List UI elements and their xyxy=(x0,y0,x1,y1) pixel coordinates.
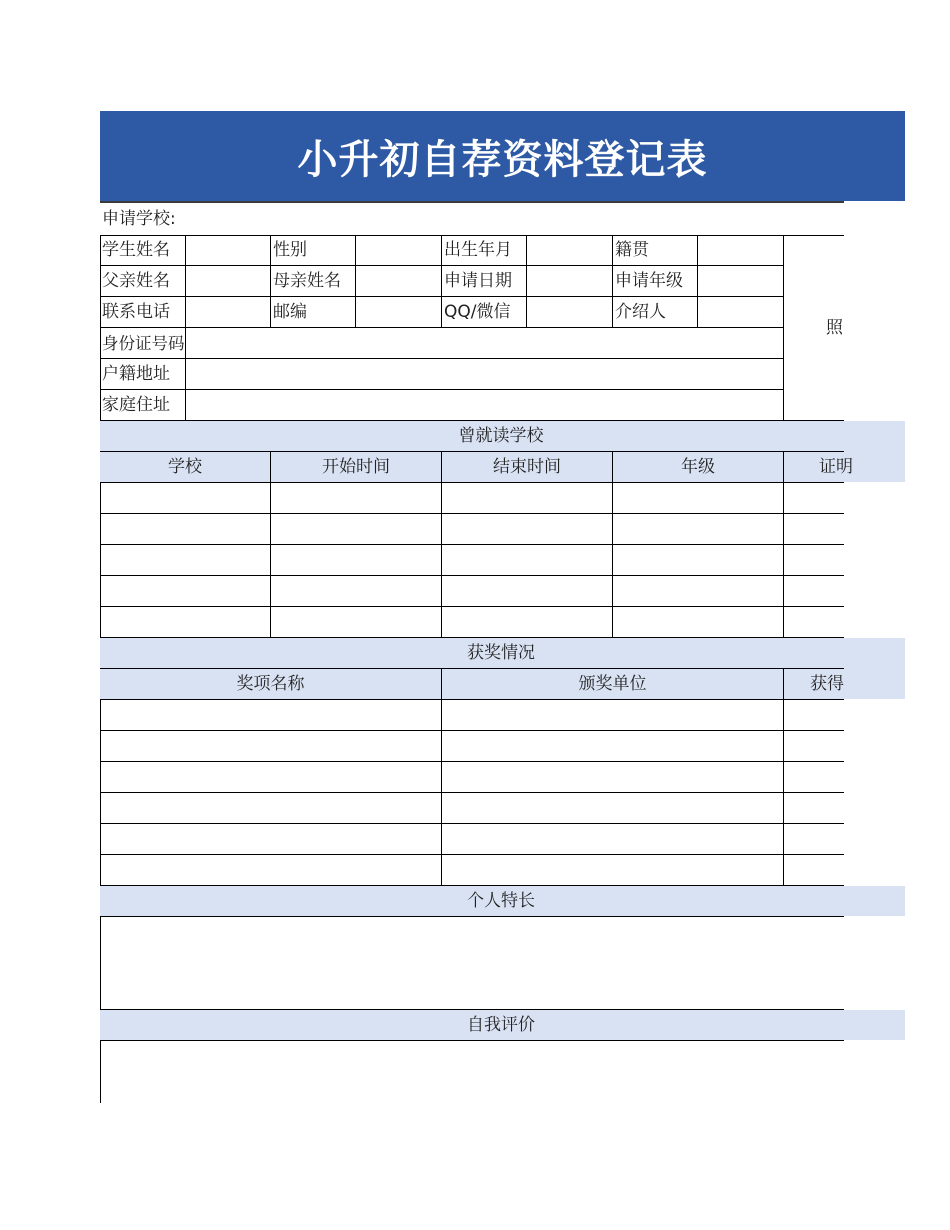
grid-line xyxy=(783,451,784,637)
grid-line xyxy=(441,668,442,886)
mother-name-label: 母亲姓名 xyxy=(273,271,341,291)
grid-line xyxy=(100,730,844,731)
student-name-field[interactable] xyxy=(186,236,270,265)
native-place-field[interactable] xyxy=(698,236,783,265)
grid-line xyxy=(100,792,844,793)
grid-line xyxy=(100,575,844,576)
grid-line xyxy=(100,389,783,390)
apply-school-label: 申请学校: xyxy=(102,209,176,229)
self-eval-section-title: 自我评价 xyxy=(467,1015,535,1035)
qq-wechat-field[interactable] xyxy=(527,298,612,327)
id-number-field[interactable] xyxy=(186,329,783,358)
grid-line xyxy=(783,668,784,886)
grid-line xyxy=(441,451,442,637)
title-underline xyxy=(100,201,844,203)
photo-label: 照 xyxy=(826,318,843,338)
birth-date-label: 出生年月 xyxy=(444,240,512,260)
grid-line xyxy=(270,451,271,637)
home-address-label: 家庭住址 xyxy=(102,395,170,415)
specialty-section-title: 个人特长 xyxy=(467,891,535,911)
grid-line xyxy=(100,358,783,359)
apply-grade-label: 申请年级 xyxy=(615,271,683,291)
phone-label: 联系电话 xyxy=(102,302,170,322)
awards-section-title: 获奖情况 xyxy=(467,643,535,663)
gender-label: 性别 xyxy=(273,240,307,260)
household-address-label: 户籍地址 xyxy=(102,364,170,384)
grade-column-header: 年级 xyxy=(681,457,715,477)
postcode-field[interactable] xyxy=(356,298,441,327)
band-edge xyxy=(844,699,905,700)
self-eval-field[interactable] xyxy=(101,1041,844,1103)
native-place-label: 籍贯 xyxy=(615,240,649,260)
award-name-column-header: 奖项名称 xyxy=(236,674,305,694)
postcode-label: 邮编 xyxy=(273,302,307,322)
qq-wechat-label: QQ/微信 xyxy=(444,302,511,322)
grid-line xyxy=(100,761,844,762)
specialty-field[interactable] xyxy=(101,917,844,1009)
school-column-header: 学校 xyxy=(168,457,202,477)
apply-date-label: 申请日期 xyxy=(444,271,512,291)
phone-field[interactable] xyxy=(186,298,270,327)
home-address-field[interactable] xyxy=(186,391,783,420)
referrer-label: 介绍人 xyxy=(615,302,666,322)
grid-line xyxy=(100,544,844,545)
grid-line xyxy=(612,451,613,637)
id-number-label: 身份证号码 xyxy=(102,334,185,353)
referrer-field[interactable] xyxy=(698,298,783,327)
birth-date-field[interactable] xyxy=(527,236,612,265)
apply-date-field[interactable] xyxy=(527,267,612,296)
mother-name-field[interactable] xyxy=(356,267,441,296)
grid-line xyxy=(100,823,844,824)
grid-line xyxy=(100,699,844,700)
band-edge xyxy=(844,482,905,483)
grid-line xyxy=(100,606,844,607)
father-name-label: 父亲姓名 xyxy=(102,271,170,291)
start-time-column-header: 开始时间 xyxy=(322,457,390,477)
schools-table-body xyxy=(100,483,844,638)
award-date-column-header: 获得 xyxy=(810,674,844,694)
proof-column-header: 证明 xyxy=(819,457,853,477)
grid-line xyxy=(100,513,844,514)
grid-line xyxy=(100,854,844,855)
schools-section-title: 曾就读学校 xyxy=(458,426,544,446)
end-time-column-header: 结束时间 xyxy=(493,457,561,477)
awarding-body-column-header: 颁奖单位 xyxy=(578,674,647,694)
household-address-field[interactable] xyxy=(186,360,783,389)
apply-grade-field[interactable] xyxy=(698,267,783,296)
student-name-label: 学生姓名 xyxy=(102,240,170,260)
form-title: 小升初自荐资料登记表 xyxy=(297,136,708,183)
gender-field[interactable] xyxy=(356,236,441,265)
father-name-field[interactable] xyxy=(186,267,270,296)
